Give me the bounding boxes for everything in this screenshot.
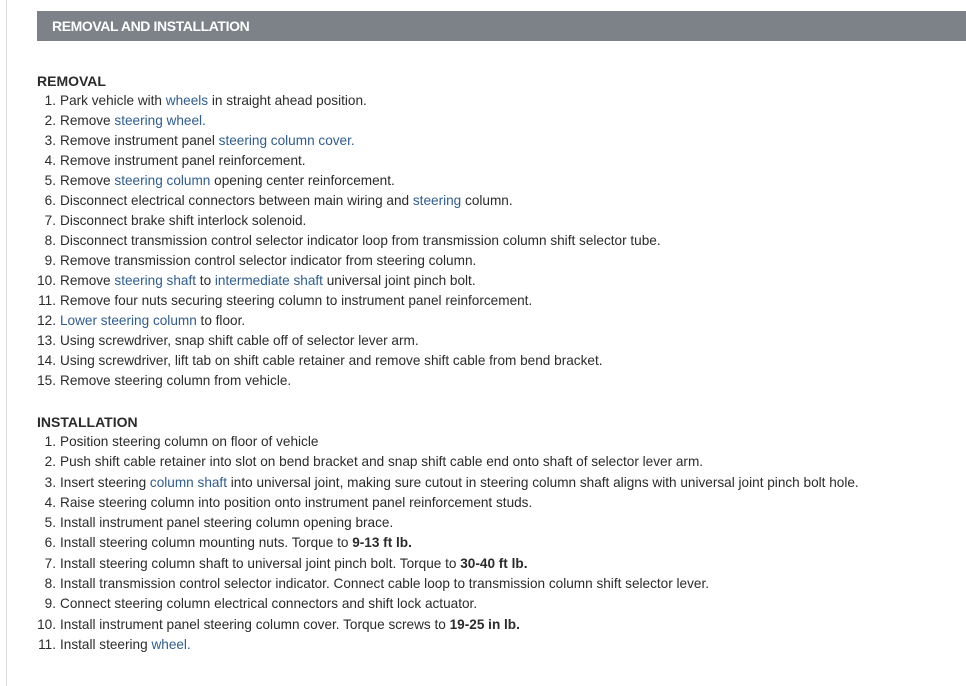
step-item (37, 473, 859, 493)
step-text: Remove instrument panel reinforcement. (60, 153, 306, 168)
step-link[interactable]: wheel. (151, 636, 191, 652)
step-number: 5. (44, 515, 56, 531)
step-text: Insert steering (60, 474, 150, 490)
step-number: 10. (37, 616, 56, 632)
step-number: 13. (37, 333, 56, 348)
installation-steps-list (37, 432, 859, 655)
torque-spec: 19-25 in lb. (449, 616, 520, 632)
installation-section (37, 412, 859, 655)
step-number: 8. (44, 233, 56, 248)
step-number: 3. (44, 474, 56, 490)
step-text: Park vehicle with (60, 93, 166, 108)
step-number: 6. (44, 535, 56, 551)
step-text: Install transmission control selector indicator. Connect cable loop to transmission column shift selector lever. (60, 576, 710, 592)
step-item (37, 211, 661, 231)
step-link[interactable]: steering (412, 193, 462, 208)
step-number: 7. (44, 555, 56, 571)
step-item (37, 371, 661, 391)
step-item (37, 111, 661, 131)
step-number: 9. (44, 253, 56, 268)
step-text: Remove transmission control selector indicator from steering column. (60, 253, 477, 268)
step-item (37, 311, 661, 331)
step-number: 1. (44, 93, 56, 108)
step-text: Using screwdriver, lift tab on shift cable retainer and remove shift cable from bend bracket. (60, 353, 603, 368)
step-text: Remove (60, 113, 115, 128)
step-text: Remove steering column from vehicle. (60, 373, 292, 388)
page-title: REMOVAL AND INSTALLATION (52, 18, 250, 34)
step-item (37, 251, 661, 271)
step-text: Remove instrument panel (60, 133, 219, 148)
step-text: Raise steering column into position onto instrument panel reinforcement studs. (60, 494, 533, 510)
torque-spec: 9-13 ft lb. (352, 535, 412, 551)
step-number: 11. (38, 293, 56, 308)
removal-section (37, 71, 661, 391)
torque-spec: 30-40 ft lb. (460, 555, 528, 571)
installation-heading: INSTALLATION (37, 414, 138, 430)
step-link[interactable]: steering shaft (114, 273, 197, 288)
removal-steps-list (37, 91, 661, 391)
step-text: Install steering (60, 636, 152, 652)
step-text: Disconnect transmission control selector indicator loop from transmission column shift selector tube. (60, 233, 661, 248)
step-item (37, 615, 859, 635)
step-text: Install instrument panel steering column cover. Torque screws to (60, 616, 450, 632)
removal-heading: REMOVAL (37, 73, 106, 89)
step-item (37, 131, 661, 151)
step-link[interactable]: Lower steering column (60, 313, 197, 328)
step-item (37, 493, 859, 513)
step-item (37, 171, 661, 191)
section-header-bar (37, 11, 966, 41)
step-item (37, 191, 661, 211)
step-item (37, 452, 859, 472)
step-number: 12. (37, 313, 56, 328)
step-text: Position steering column on floor of vehicle (60, 434, 319, 449)
step-number: 2. (44, 113, 56, 128)
step-item (37, 331, 661, 351)
step-number: 5. (44, 173, 56, 188)
step-link[interactable]: intermediate shaft (214, 273, 323, 288)
step-item (37, 271, 661, 291)
step-number: 8. (44, 576, 56, 592)
step-text: universal joint pinch bolt. (322, 273, 476, 288)
step-number: 4. (44, 153, 56, 168)
step-text: Remove (60, 273, 115, 288)
step-number: 7. (44, 213, 56, 228)
step-link[interactable]: steering column (114, 173, 211, 188)
step-item (37, 291, 661, 311)
step-item (37, 635, 859, 655)
step-text: column. (461, 193, 513, 208)
step-number: 9. (44, 596, 56, 612)
step-item (37, 432, 859, 452)
step-item (37, 554, 859, 574)
step-number: 6. (44, 193, 56, 208)
step-item (37, 231, 661, 251)
step-text: Remove four nuts securing steering column to instrument panel reinforcement. (60, 293, 533, 308)
step-item (37, 91, 661, 111)
step-text: Push shift cable retainer into slot on bend bracket and snap shift cable end onto shaft of selector lever arm. (60, 454, 704, 470)
step-item (37, 513, 859, 533)
step-text: Install instrument panel steering column opening brace. (60, 515, 394, 531)
step-text: Install steering column mounting nuts. Torque to (60, 535, 353, 551)
step-text: into universal joint, making sure cutout in steering column shaft aligns with universal joint pinch bolt hole. (227, 474, 859, 490)
step-item (37, 594, 859, 614)
step-text: to (196, 273, 215, 288)
step-number: 15. (37, 373, 56, 388)
step-link[interactable]: steering wheel. (114, 113, 206, 128)
step-text: Disconnect electrical connectors between main wiring and (60, 193, 413, 208)
step-text: Install steering column shaft to universal joint pinch bolt. Torque to (60, 555, 461, 571)
step-text: Remove (60, 173, 115, 188)
step-item (37, 351, 661, 371)
step-link[interactable]: column shaft (149, 474, 227, 490)
step-text: in straight ahead position. (208, 93, 367, 108)
step-number: 14. (37, 353, 56, 368)
step-text: to floor. (196, 313, 246, 328)
step-text: Disconnect brake shift interlock solenoid. (60, 213, 307, 228)
step-text: Connect steering column electrical connectors and shift lock actuator. (60, 596, 478, 612)
step-number: 4. (44, 494, 56, 510)
step-item (37, 151, 661, 171)
step-item (37, 574, 859, 594)
step-text: Using screwdriver, snap shift cable off of selector lever arm. (60, 333, 419, 348)
step-item (37, 533, 859, 553)
step-number: 3. (44, 133, 56, 148)
step-number: 1. (44, 434, 56, 449)
left-border-rule (6, 0, 7, 686)
step-text: opening center reinforcement. (210, 173, 395, 188)
step-number: 10. (37, 273, 56, 288)
step-number: 2. (44, 454, 56, 470)
step-link[interactable]: steering column cover. (218, 133, 355, 148)
step-link[interactable]: wheels (165, 93, 209, 108)
step-number: 11. (38, 636, 56, 652)
